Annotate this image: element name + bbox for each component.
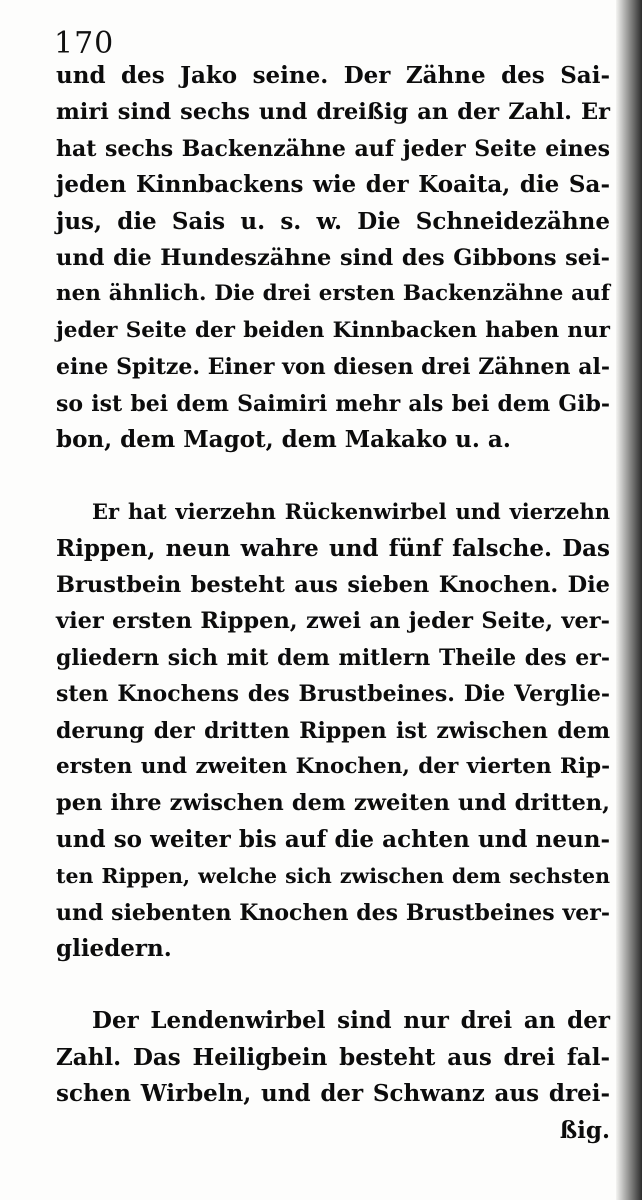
text-line: ßig.	[559, 1116, 610, 1144]
text-line: bon, dem Magot, dem Makako u. a.	[56, 425, 511, 453]
text-line: Rippen, neun wahre und fünf falsche. Das	[56, 534, 610, 562]
text-line: schen Wirbeln, und der Schwanz aus drei-	[56, 1080, 610, 1108]
text-line: hat sechs Backenzähne auf jeder Seite eines	[56, 135, 610, 162]
text-line: und siebenten Knochen des Brustbeines ver-	[56, 899, 610, 926]
text-line: ersten und zweiten Knochen, der vierten Rip-	[56, 754, 610, 780]
text-line: vier ersten Rippen, zwei an jeder Seite, ver-	[56, 608, 610, 635]
text-line: sten Knochens des Brustbeines. Die Verglie-	[56, 681, 610, 708]
body-text	[56, 58, 610, 1149]
text-line: ten Rippen, welche sich zwischen dem sechsten	[56, 864, 610, 889]
text-line: so ist bei dem Saimiri mehr als bei dem Gib-	[56, 390, 610, 417]
paragraph-ribs	[56, 494, 610, 967]
text-line: Brustbein besteht aus sieben Knochen. Die	[56, 572, 610, 599]
text-line: jeden Kinnbackens wie der Koaita, die Sa-	[56, 171, 610, 199]
page-number: 170	[54, 26, 115, 61]
text-line: miri sind sechs und dreißig an der Zahl. Er	[56, 99, 610, 126]
text-line: nen ähnlich. Die drei ersten Backenzähne auf	[56, 281, 610, 307]
text-line: Der Lendenwirbel sind nur drei an der	[92, 1007, 610, 1035]
text-line: jeder Seite der beiden Kinnbacken haben nur	[56, 317, 610, 343]
page-edge-shadow	[616, 0, 642, 1200]
text-line: pen ihre zwischen dem zweiten und dritten,	[56, 790, 610, 817]
text-line: Er hat vierzehn Rückenwirbel und vierzehn	[92, 499, 610, 525]
paragraph-teeth	[56, 58, 610, 458]
text-line: gliedern sich mit dem mitlern Theile des er-	[56, 644, 610, 671]
text-line: eine Spitze. Einer von diesen drei Zähnen al-	[56, 354, 610, 381]
text-line: und die Hundeszähne sind des Gibbons sei-	[56, 244, 610, 271]
text-line: und des Jako seine. Der Zähne des Sai-	[56, 62, 610, 89]
text-line: Zahl. Das Heiligbein besteht aus drei fal-	[56, 1043, 610, 1071]
text-line: und so weiter bis auf die achten und neun-	[56, 825, 610, 853]
text-line: gliedern.	[56, 934, 172, 962]
text-line: derung der dritten Rippen ist zwischen dem	[56, 717, 610, 744]
paragraph-vertebrae	[56, 1003, 610, 1149]
text-line: jus, die Sais u. s. w. Die Schneidezähne	[56, 207, 610, 235]
